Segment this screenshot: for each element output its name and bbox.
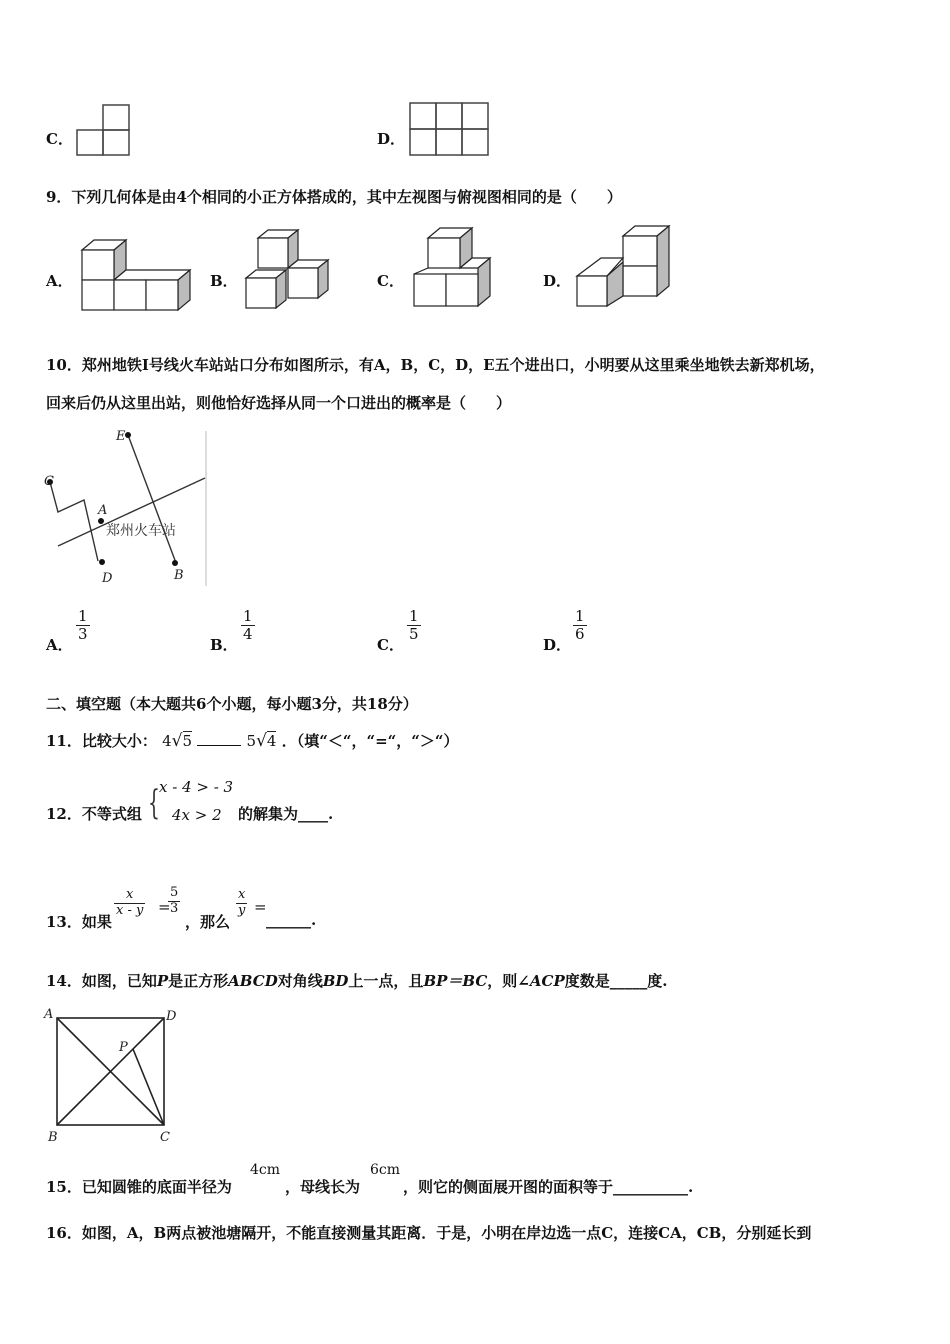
q14-label-d: D (166, 1009, 177, 1024)
q10-station-figure (40, 428, 210, 588)
q14-text-a: 14．如图，已知 (46, 972, 157, 990)
q12-prefix: 12．不等式组 (46, 805, 142, 823)
q11-right-expr (247, 732, 277, 750)
q14-text (46, 970, 667, 991)
q10-point-c: C (44, 474, 54, 489)
q10-point-e: E (116, 429, 126, 444)
q8-option-c-label: C． (46, 130, 73, 148)
q13-frac3-den: y (238, 902, 246, 918)
q10-point-d: D (102, 571, 113, 586)
q9-option-d-label: D． (543, 272, 572, 290)
q15-radius: 4cm (250, 1162, 281, 1178)
sqrt-icon: √ (171, 731, 183, 751)
q13-suffix: ______. (266, 911, 317, 929)
q10-option-b-den: 4 (243, 625, 253, 644)
q14-label-a: A (44, 1007, 54, 1022)
q13-frac2-den: 3 (170, 900, 179, 916)
q15-suffix: ，则它的侧面展开图的面积等于__________. (403, 1178, 694, 1196)
q14-text-b: 是正方形 (168, 972, 229, 990)
q10-option-b-label: B． (210, 636, 238, 654)
q10-option-c-den: 5 (409, 625, 419, 644)
q14-text-e: ，则∠ (487, 972, 530, 990)
q9-text: 9．下列几何体是由4个相同的小正方体搭成的，其中左视图与俯视图相同的是（ ） (46, 188, 622, 206)
q10-station-label: 郑州火车站 (106, 523, 176, 539)
q11-suffix: ．（填“＜“，“=“，“＞“） (281, 732, 459, 750)
q10-option-d-label: D． (543, 636, 572, 654)
q10-option-d-num: 1 (575, 607, 585, 625)
q14-var-bd: BD (322, 972, 349, 990)
q11-left-coef: 4 (162, 732, 172, 750)
q10-option-a-den: 3 (78, 625, 88, 644)
q13-eq: = (158, 898, 171, 916)
q13-frac3 (236, 888, 247, 919)
q13-frac2-num: 5 (170, 885, 179, 900)
q13-frac2 (168, 886, 180, 917)
q8-option-d-label: D． (377, 130, 406, 148)
q11-prefix: 11．比较大小： (46, 732, 157, 750)
q13-frac3-num: x (236, 888, 247, 904)
q14-text-f: 度数是_____度. (564, 972, 668, 990)
q14-var-p: P (156, 972, 169, 990)
q10-option-b-fraction (241, 608, 255, 644)
q10-option-a-fraction (76, 608, 90, 644)
q16-text: 16．如图，A，B两点被池塘隔开，不能直接测量其距离．于是，小明在岸边选一点C，连接CA，CB，分别延长到 (46, 1224, 812, 1242)
q9-option-b-label: B． (210, 272, 238, 290)
q10-option-d-fraction (573, 608, 587, 644)
q10-option-a-label: A． (46, 636, 73, 654)
q10-option-c-fraction (407, 608, 421, 644)
q14-var-bpbc: BP＝BC (423, 972, 488, 990)
q10-option-d-den: 6 (575, 625, 585, 644)
q13-frac1 (114, 888, 145, 919)
q13-mid: ，那么 (185, 913, 231, 931)
q12-ineq2: 4x > 2 (172, 806, 222, 824)
sqrt-icon: √ (256, 731, 267, 751)
q9-option-a-figure (80, 238, 196, 314)
q15-mid: ，母线长为 (285, 1178, 361, 1196)
q13-frac1-num: x (114, 888, 145, 904)
q14-square-figure (40, 1004, 190, 1148)
q8-option-c-figure (76, 103, 134, 157)
q11-right-coef: 5 (246, 732, 257, 750)
q14-text-c: 对角线 (277, 972, 323, 990)
q10-point-b: B (174, 568, 184, 583)
q10-point-a: A (98, 503, 108, 518)
q11-right-rad: 4 (266, 732, 277, 750)
q10-text-line1: 10．郑州地铁Ⅰ号线火车站站口分布如图所示，有A，B，C，D，E五个进出口，小明要从这里乘坐地铁去新郑机场， (46, 356, 825, 374)
q14-label-c: C (160, 1130, 170, 1145)
q13-frac1-den: x - y (116, 902, 144, 918)
q9-option-d-figure (575, 224, 675, 310)
q9-option-b-figure (244, 228, 334, 312)
q10-option-c-num: 1 (409, 607, 419, 625)
q11-left-expr (162, 732, 192, 750)
section2-heading: 二、填空题（本大题共6个小题，每小题3分，共18分） (46, 695, 418, 713)
q15-prefix: 15．已知圆锥的底面半径为 (46, 1178, 232, 1196)
q10-option-c-label: C． (377, 636, 404, 654)
q14-label-p: P (119, 1040, 128, 1055)
q11-blank[interactable] (197, 730, 241, 746)
q14-var-abcd: ABCD (228, 972, 278, 990)
q15-slant: 6cm (370, 1162, 401, 1178)
q10-option-b-num: 1 (243, 607, 253, 625)
q14-var-acp: ACP (529, 972, 565, 990)
q11 (46, 730, 459, 751)
q9-option-c-label: C． (377, 272, 404, 290)
q13-eq2: = (254, 898, 267, 916)
q14-label-b: B (48, 1130, 58, 1145)
q12-suffix: 的解集为____. (238, 805, 334, 823)
q11-left-rad: 5 (182, 732, 193, 750)
q12-brace-icon: { (148, 783, 160, 823)
q10-option-a-num: 1 (78, 607, 88, 625)
q13-prefix: 13．如果 (46, 913, 112, 931)
q9-option-c-figure (412, 226, 494, 310)
q14-text-d: 上一点，且 (348, 972, 424, 990)
q12-ineq1: x - 4 > - 3 (159, 778, 234, 796)
q10-text-line2: 回来后仍从这里出站，则他恰好选择从同一个口进出的概率是（ ） (46, 394, 512, 412)
q8-option-d-figure (408, 101, 490, 157)
q9-option-a-label: A． (46, 272, 73, 290)
